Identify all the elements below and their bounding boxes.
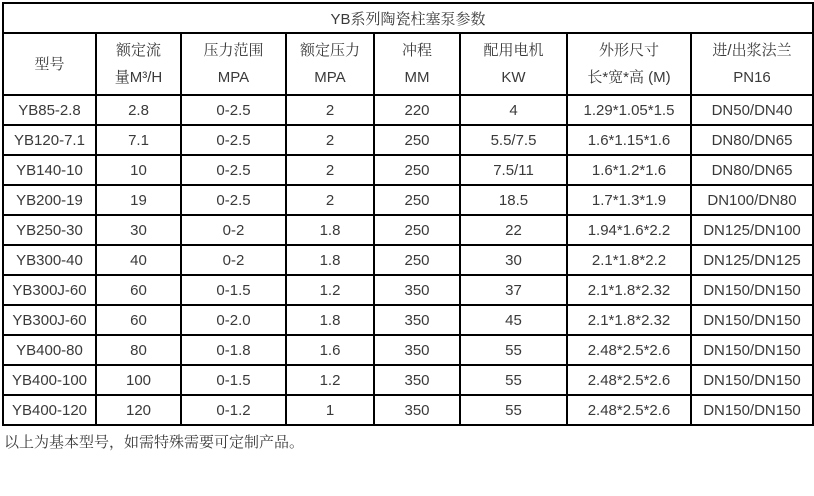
table-cell: 0-2.5 [181,155,286,185]
column-header-line1: 进/出浆法兰 [712,42,792,59]
table-cell: YB200-19 [3,185,96,215]
table-cell: 5.5/7.5 [460,125,567,155]
table-cell: 55 [460,335,567,365]
table-cell: 45 [460,305,567,335]
table-cell: 19 [96,185,181,215]
table-cell: 2.48*2.5*2.6 [567,395,691,425]
footer-note: 以上为基本型号，如需特殊需要可定制产品。 [4,434,305,451]
table-cell: YB400-120 [3,395,96,425]
table-cell: 2.1*1.8*2.2 [567,245,691,275]
table-row [3,185,813,215]
column-header-line2: 长*宽*高 (M) [587,69,671,86]
table-row [3,395,813,425]
table-cell: 2.48*2.5*2.6 [567,335,691,365]
table-cell: 350 [374,275,460,305]
table-cell: 2.8 [96,95,181,125]
column-header-line1: 配用电机 [483,42,544,59]
table-cell: YB400-80 [3,335,96,365]
column-header-line1: 冲程 [401,42,432,59]
table-cell: 0-2.5 [181,95,286,125]
table-cell: DN100/DN80 [691,185,813,215]
table-body [3,95,813,425]
column-header-motor-power [460,33,567,95]
table-cell: YB250-30 [3,215,96,245]
table-row [3,305,813,335]
table-cell: 1.6*1.15*1.6 [567,125,691,155]
table-cell: 0-1.5 [181,275,286,305]
table-cell: 0-2.0 [181,305,286,335]
table-cell: 0-2 [181,245,286,275]
column-header-line2: KW [501,69,526,86]
table-cell: DN80/DN65 [691,155,813,185]
table-cell: YB85-2.8 [3,95,96,125]
table-cell: YB300J-60 [3,305,96,335]
table-cell: 55 [460,365,567,395]
table-cell: 120 [96,395,181,425]
column-header-flange [691,33,813,95]
table-cell: 2 [286,185,374,215]
table-cell: 350 [374,305,460,335]
table-cell: YB400-100 [3,365,96,395]
table-cell: 250 [374,185,460,215]
table-cell: 4 [460,95,567,125]
column-header-line2: MPA [217,69,250,86]
table-cell: 1.8 [286,215,374,245]
table-cell: 0-1.2 [181,395,286,425]
table-cell: DN150/DN150 [691,395,813,425]
table-cell: 30 [460,245,567,275]
table-cell: DN150/DN150 [691,275,813,305]
column-header-dimensions [567,33,691,95]
table-cell: 0-2.5 [181,185,286,215]
table-cell: 10 [96,155,181,185]
table-row [3,245,813,275]
table-cell: 0-2.5 [181,125,286,155]
table-cell: DN50/DN40 [691,95,813,125]
table-cell: DN125/DN100 [691,215,813,245]
column-header-rated-flow [96,33,181,95]
table-cell: YB300J-60 [3,275,96,305]
table-cell: DN150/DN150 [691,335,813,365]
table-cell: YB120-7.1 [3,125,96,155]
column-header-pressure-range [181,33,286,95]
table-cell: 80 [96,335,181,365]
table-cell: 250 [374,245,460,275]
table-cell: 60 [96,275,181,305]
table-cell: 1.2 [286,275,374,305]
table-cell: 40 [96,245,181,275]
table-cell: 0-1.8 [181,335,286,365]
table-row [3,95,813,125]
table-cell: 37 [460,275,567,305]
column-header-line1: 额定流 [115,42,161,59]
table-cell: 2.48*2.5*2.6 [567,365,691,395]
table-cell: 250 [374,125,460,155]
table-cell: 1.94*1.6*2.2 [567,215,691,245]
table-cell: 1.8 [286,305,374,335]
column-header-line1: 型号 [34,55,65,73]
table-cell: 60 [96,305,181,335]
table-cell: 1.6*1.2*1.6 [567,155,691,185]
table-cell: YB140-10 [3,155,96,185]
table-cell: 1.8 [286,245,374,275]
table-cell: 22 [460,215,567,245]
column-header-stroke [374,33,460,95]
table-cell: 2.1*1.8*2.32 [567,305,691,335]
table-cell: 250 [374,215,460,245]
table-cell: 350 [374,395,460,425]
table-cell: 7.1 [96,125,181,155]
column-header-line2: MPA [314,69,346,86]
table-cell: 18.5 [460,185,567,215]
table-cell: 350 [374,365,460,395]
table-title: YB系列陶瓷柱塞泵参数 [3,3,813,33]
table-cell: 0-2 [181,215,286,245]
table-cell: 2 [286,155,374,185]
column-header-line1: 压力范围 [203,42,264,59]
table-cell: YB300-40 [3,245,96,275]
table-cell: 2 [286,125,374,155]
table-cell: DN80/DN65 [691,125,813,155]
header-row [3,33,813,95]
table-cell: 1.29*1.05*1.5 [567,95,691,125]
table-cell: 350 [374,335,460,365]
table-row [3,155,813,185]
page [0,2,814,496]
column-header-model [3,33,96,95]
table-cell: DN150/DN150 [691,365,813,395]
column-header-line2: 量M³/H [114,69,163,86]
table-cell: 100 [96,365,181,395]
table-cell: 7.5/11 [460,155,567,185]
table-cell: 220 [374,95,460,125]
table-cell: 1.6 [286,335,374,365]
table-row [3,365,813,395]
column-header-line2: MM [404,69,430,86]
title-row [3,3,813,33]
table-cell: 1.2 [286,365,374,395]
table-cell: 2.1*1.8*2.32 [567,275,691,305]
column-header-line1: 外形尺寸 [598,42,659,59]
table-row [3,215,813,245]
column-header-rated-pressure [286,33,374,95]
table-cell: 1.7*1.3*1.9 [567,185,691,215]
table-cell: 30 [96,215,181,245]
table-row [3,275,813,305]
column-header-line1: 额定压力 [299,42,360,59]
table-cell: 0-1.5 [181,365,286,395]
table-cell: DN150/DN150 [691,305,813,335]
table-cell: DN125/DN125 [691,245,813,275]
table-cell: 2 [286,95,374,125]
table-cell: 250 [374,155,460,185]
table-cell: 55 [460,395,567,425]
pump-parameters-table [2,2,814,426]
table-cell: 1 [286,395,374,425]
table-row [3,125,813,155]
table-row [3,335,813,365]
column-header-line2: PN16 [733,69,771,86]
